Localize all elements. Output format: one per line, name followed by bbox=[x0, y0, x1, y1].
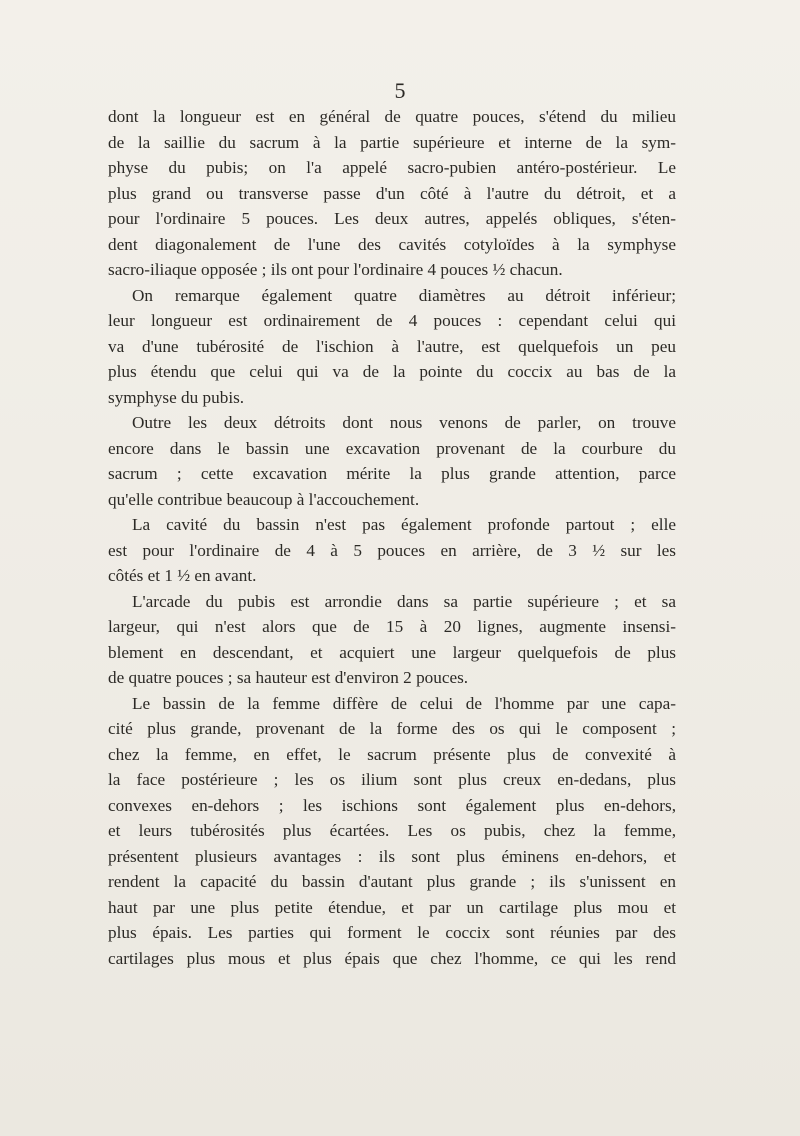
text-line: haut par une plus petite étendue, et par un cartilage plus mou et bbox=[108, 897, 676, 917]
text-line: pour l'ordinaire 5 pouces. Les deux autres, appelés obliques, s'éten- bbox=[108, 209, 676, 228]
text-line: L'arcade du pubis est arrondie dans sa partie supérieure ; et sa bbox=[132, 591, 676, 611]
text-line: de la saillie du sacrum à la partie supérieure et interne de la sym- bbox=[108, 132, 676, 152]
text-line: plus grand ou transverse passe d'un côté à l'autre du détroit, et a bbox=[108, 183, 676, 203]
text-line: chez la femme, en effet, le sacrum présente plus de convexité à bbox=[108, 744, 676, 764]
body-text bbox=[108, 104, 676, 971]
text-line: et leurs tubérosités plus écartées. Les os pubis, chez la femme, bbox=[108, 821, 676, 840]
text-line: cartilages plus mous et plus épais que chez l'homme, ce qui les rend bbox=[108, 948, 676, 968]
text-line: est pour l'ordinaire de 4 à 5 pouces en arrière, de 3 ½ sur les bbox=[108, 540, 676, 560]
text-line: de quatre pouces ; sa hauteur est d'environ 2 pouces. bbox=[108, 668, 469, 687]
text-line: Le bassin de la femme diffère de celui de l'homme par une capa- bbox=[132, 693, 676, 713]
text-line: qu'elle contribue beaucoup à l'accouchement. bbox=[108, 489, 420, 509]
text-line: la face postérieure ; les os ilium sont plus creux en-dedans, plus bbox=[108, 770, 676, 789]
text-line: rendent la capacité du bassin d'autant plus grande ; ils s'unissent en bbox=[108, 872, 676, 891]
text-line: présentent plusieurs avantages : ils sont plus éminens en-dehors, et bbox=[108, 846, 676, 866]
text-line: La cavité du bassin n'est pas également profonde partout ; elle bbox=[132, 515, 676, 534]
text-line: blement en descendant, et acquiert une largeur quelquefois de plus bbox=[108, 642, 676, 662]
text-line: va d'une tubérosité de l'ischion à l'autre, est quelquefois un peu bbox=[108, 336, 676, 356]
text-line: Outre les deux détroits dont nous venons de parler, on trouve bbox=[132, 413, 676, 432]
text-line: cité plus grande, provenant de la forme des os qui le composent ; bbox=[108, 719, 676, 738]
text-line: physe du pubis; on l'a appelé sacro-pubien antéro-postérieur. Le bbox=[108, 158, 676, 177]
text-line: convexes en-dehors ; les ischions sont également plus en-dehors, bbox=[108, 795, 676, 815]
text-line: sacrum ; cette excavation mérite la plus grande attention, parce bbox=[108, 464, 676, 483]
text-line: plus étendu que celui qui va de la pointe du coccix au bas de la bbox=[108, 362, 676, 381]
text-line: dont la longueur est en général de quatre pouces, s'étend du milieu bbox=[108, 107, 676, 126]
text-line: On remarque également quatre diamètres au détroit inférieur; bbox=[132, 285, 676, 305]
text-line: plus épais. Les parties qui forment le coccix sont réunies par des bbox=[108, 923, 676, 942]
text-line: dent diagonalement de l'une des cavités cotyloïdes à la symphyse bbox=[108, 234, 676, 254]
text-line: côtés et 1 ½ en avant. bbox=[108, 566, 257, 585]
text-line: leur longueur est ordinairement de 4 pouces : cependant celui qui bbox=[108, 311, 676, 330]
text-line: sacro-iliaque opposée ; ils ont pour l'ordinaire 4 pouces ½ chacun. bbox=[108, 260, 563, 279]
text-line: symphyse du pubis. bbox=[108, 387, 245, 407]
text-line: encore dans le bassin une excavation provenant de la courbure du bbox=[108, 438, 676, 458]
page-number: 5 bbox=[394, 78, 406, 103]
text-line: largeur, qui n'est alors que de 15 à 20 lignes, augmente insensi- bbox=[108, 617, 676, 636]
